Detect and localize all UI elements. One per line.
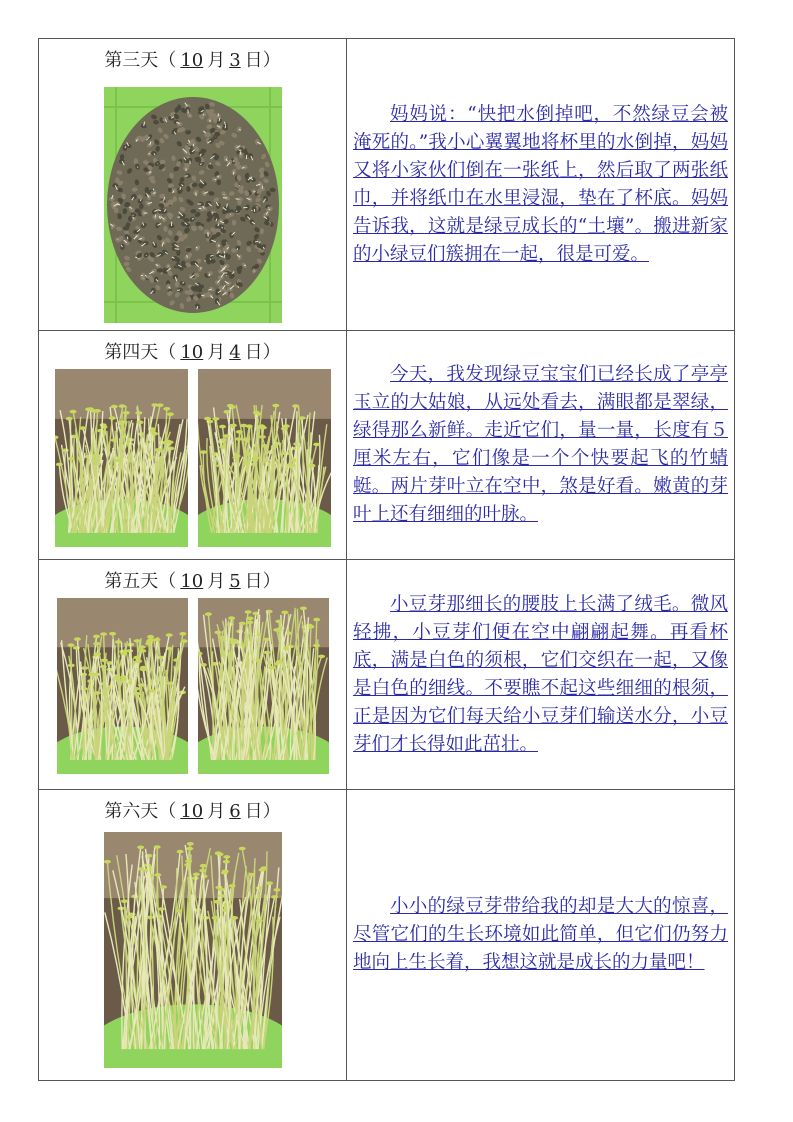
text-cell-day-3 bbox=[347, 39, 735, 331]
photo-cell-day-4 bbox=[39, 331, 347, 560]
month-value: 10 bbox=[180, 801, 204, 822]
date-unit: 日） bbox=[244, 801, 281, 822]
date-value: 3 bbox=[229, 50, 241, 71]
diary-sheet bbox=[38, 38, 734, 1081]
bean-sprouts-photo-2 bbox=[198, 598, 329, 774]
diary-row-day-6 bbox=[39, 790, 735, 1081]
date-unit: 日） bbox=[244, 50, 281, 71]
text-cell-day-6 bbox=[347, 790, 735, 1081]
photo-cell-day-5 bbox=[39, 560, 347, 790]
month-unit: 月 bbox=[207, 571, 226, 592]
photo-cell-day-6 bbox=[39, 790, 347, 1081]
diary-text-day-6: 小小的绿豆芽带给我的却是大大的惊喜，尽管它们的生长环境如此简单，但它们仍努力地向上生长着，我想这就是成长的力量吧！ bbox=[353, 896, 728, 973]
date-value: 5 bbox=[229, 571, 241, 592]
date-value: 6 bbox=[229, 801, 241, 822]
growth-diary-table bbox=[38, 38, 735, 1081]
diary-row-day-5 bbox=[39, 560, 735, 790]
bean-sprouts-photo-1 bbox=[57, 598, 188, 774]
day-name: 第四天（ bbox=[104, 342, 177, 363]
date-label-day-6 bbox=[39, 790, 346, 824]
day-name: 第五天（ bbox=[104, 571, 177, 592]
date-unit: 日） bbox=[244, 342, 281, 363]
month-unit: 月 bbox=[207, 342, 226, 363]
bean-sprouts-photo-2 bbox=[198, 369, 331, 547]
date-unit: 日） bbox=[244, 571, 281, 592]
bean-sprouts-photo-1 bbox=[55, 369, 188, 547]
month-value: 10 bbox=[180, 571, 204, 592]
date-value: 4 bbox=[229, 342, 241, 363]
diary-text-day-3: 妈妈说：“快把水倒掉吧，不然绿豆会被淹死的。”我小心翼翼地将杯里的水倒掉，妈妈又将小家伙们倒在一张纸上，然后取了两张纸巾，并将纸巾在水里浸湿，垫在了杯底。妈妈告诉我，这就是绿豆成长的“土壤”。搬进新家的小绿豆们簇拥在一起，很是可爱。 bbox=[353, 103, 728, 265]
day-name: 第三天（ bbox=[104, 50, 177, 71]
month-unit: 月 bbox=[207, 801, 226, 822]
date-label-day-3 bbox=[39, 39, 346, 73]
text-cell-day-4 bbox=[347, 331, 735, 560]
date-label-day-4 bbox=[39, 331, 346, 365]
day-name: 第六天（ bbox=[104, 801, 177, 822]
diary-text-day-5: 小豆芽那细长的腰肢上长满了绒毛。微风轻拂，小豆芽们便在空中翩翩起舞。再看杯底，满是白色的须根，它们交织在一起，又像是白色的细线。不要瞧不起这些细细的根须，正是因为它们每天给小豆芽们输送水分，小豆芽们才长得如此茁壮。 bbox=[353, 593, 728, 755]
sprouting-beans-in-basket-photo bbox=[104, 87, 282, 323]
photo-cell-day-3 bbox=[39, 39, 347, 331]
month-value: 10 bbox=[180, 50, 204, 71]
text-cell-day-5 bbox=[347, 560, 735, 790]
month-value: 10 bbox=[180, 342, 204, 363]
diary-row-day-3 bbox=[39, 39, 735, 331]
month-unit: 月 bbox=[207, 50, 226, 71]
date-label-day-5 bbox=[39, 560, 346, 594]
tall-bean-sprouts-photo bbox=[104, 832, 282, 1068]
diary-text-day-4: 今天，我发现绿豆宝宝们已经长成了亭亭玉立的大姑娘，从远处看去，满眼都是翠绿，绿得那么新鲜。走近它们，量一量，长度有５厘米左右，它们像是一个个快要起飞的竹蜻蜓。两片芽叶立在空中，煞是好看。嫩黄的芽叶上还有细细的叶脉。 bbox=[353, 364, 728, 525]
diary-row-day-4 bbox=[39, 331, 735, 560]
